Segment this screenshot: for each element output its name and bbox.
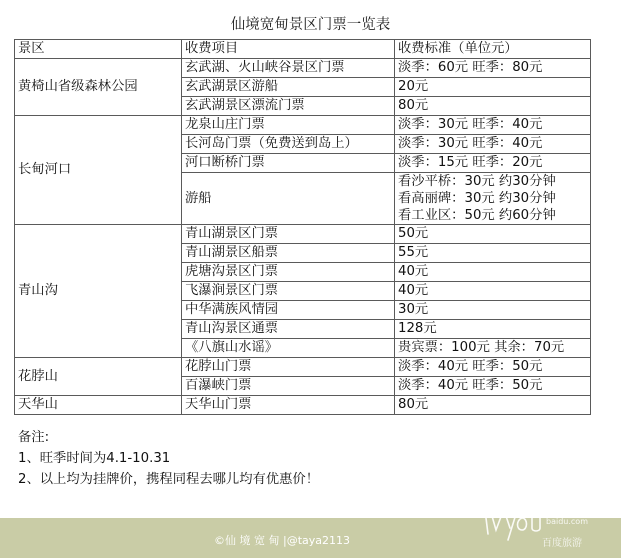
fee-item-cell: 飞瀑涧景区门票	[182, 282, 395, 301]
table-header-row	[15, 40, 591, 59]
footer-credit: ©仙 境 宽 甸 |@taya2113	[214, 534, 350, 547]
fee-standard-cell	[395, 396, 591, 415]
table-row	[15, 396, 591, 415]
svg-text:百度旅游: 百度旅游	[542, 538, 582, 549]
area-name-cell: 青山沟	[15, 225, 182, 358]
fee-standard-line: 30元	[398, 302, 429, 317]
fee-standard-cell	[395, 377, 591, 396]
fee-standard-line: 淡季：40元 旺季：50元	[398, 359, 543, 374]
fee-item-cell: 花脖山门票	[182, 358, 395, 377]
header-fee-item: 收费项目	[182, 40, 395, 59]
table-row	[15, 116, 591, 135]
fee-item-cell: 青山湖景区门票	[182, 225, 395, 244]
fee-standard-cell	[395, 282, 591, 301]
fee-item-cell: 天华山门票	[182, 396, 395, 415]
table-row	[15, 225, 591, 244]
note-line-1: 1、旺季时间为4.1-10.31	[18, 451, 171, 466]
fee-standard-cell	[395, 154, 591, 173]
page-title: 仙境宽甸景区门票一览表	[230, 17, 391, 33]
fee-standard-line: 贵宾票：100元 其余：70元	[398, 340, 565, 355]
fee-standard-line: 128元	[398, 321, 437, 336]
fee-standard-line: 20元	[398, 79, 429, 94]
notes-heading: 备注:	[18, 430, 50, 445]
area-name-cell: 天华山	[15, 396, 182, 415]
area-name-cell: 黄椅山省级森林公园	[15, 59, 182, 116]
fee-standard-cell	[395, 301, 591, 320]
fee-standard-cell	[395, 173, 591, 225]
fee-standard-line: 淡季：40元 旺季：50元	[398, 378, 543, 393]
fee-item-cell: 玄武湖、火山峡谷景区门票	[182, 59, 395, 78]
area-name-cell: 长甸河口	[15, 116, 182, 225]
fee-standard-cell	[395, 263, 591, 282]
fee-item-cell: 玄武湖景区漂流门票	[182, 97, 395, 116]
fee-standard-line: 淡季：15元 旺季：20元	[398, 155, 543, 170]
fee-standard-line: 淡季：30元 旺季：40元	[398, 117, 543, 132]
fee-standard-cell	[395, 116, 591, 135]
fee-standard-line: 80元	[398, 397, 429, 412]
header-area: 景区	[15, 40, 182, 59]
fee-item-cell: 游船	[182, 173, 395, 225]
fee-item-cell: 长河岛门票（免费送到岛上）	[182, 135, 395, 154]
fee-item-cell: 中华满族风情园	[182, 301, 395, 320]
fee-standard-line: 淡季：60元 旺季：80元	[398, 60, 543, 75]
fee-item-cell: 玄武湖景区游船	[182, 78, 395, 97]
fee-standard-cell	[395, 358, 591, 377]
table-row	[15, 59, 591, 78]
fee-standard-cell	[395, 59, 591, 78]
fee-standard-cell	[395, 339, 591, 358]
fee-item-cell: 《八旗山水谣》	[182, 339, 395, 358]
fee-standard-line: 看沙平桥：30元 约30分钟	[398, 174, 556, 189]
fee-standard-cell	[395, 320, 591, 339]
notes-section	[18, 427, 319, 490]
fee-standard-cell	[395, 225, 591, 244]
fee-item-cell: 河口断桥门票	[182, 154, 395, 173]
ticket-price-table	[14, 39, 591, 415]
fee-standard-cell	[395, 244, 591, 263]
fee-standard-cell	[395, 78, 591, 97]
fee-item-cell: 百瀑峡门票	[182, 377, 395, 396]
fee-standard-line: 淡季：30元 旺季：40元	[398, 136, 543, 151]
header-fee-standard: 收费标准（单位元）	[395, 40, 591, 59]
fee-standard-line: 40元	[398, 283, 429, 298]
fee-standard-line: 80元	[398, 98, 429, 113]
area-name-cell: 花脖山	[15, 358, 182, 396]
svg-text:baidu.com: baidu.com	[546, 517, 588, 526]
fee-standard-line: 看高丽碑：30元 约30分钟	[398, 191, 556, 206]
fee-standard-line: 看工业区：50元 约60分钟	[398, 208, 556, 223]
fee-standard-cell	[395, 135, 591, 154]
fee-item-cell: 虎塘沟景区门票	[182, 263, 395, 282]
fee-item-cell: 龙泉山庄门票	[182, 116, 395, 135]
note-line-2: 2、以上均为挂牌价，携程同程去哪儿均有优惠价！	[18, 472, 319, 487]
fee-standard-line: 40元	[398, 264, 429, 279]
fee-item-cell: 青山湖景区船票	[182, 244, 395, 263]
table-body	[15, 40, 591, 415]
fee-standard-line: 50元	[398, 226, 429, 241]
fee-item-cell: 青山沟景区通票	[182, 320, 395, 339]
fee-standard-cell	[395, 97, 591, 116]
baidu-lvyou-watermark-logo	[476, 494, 621, 558]
fee-standard-line: 55元	[398, 245, 429, 260]
table-row	[15, 358, 591, 377]
